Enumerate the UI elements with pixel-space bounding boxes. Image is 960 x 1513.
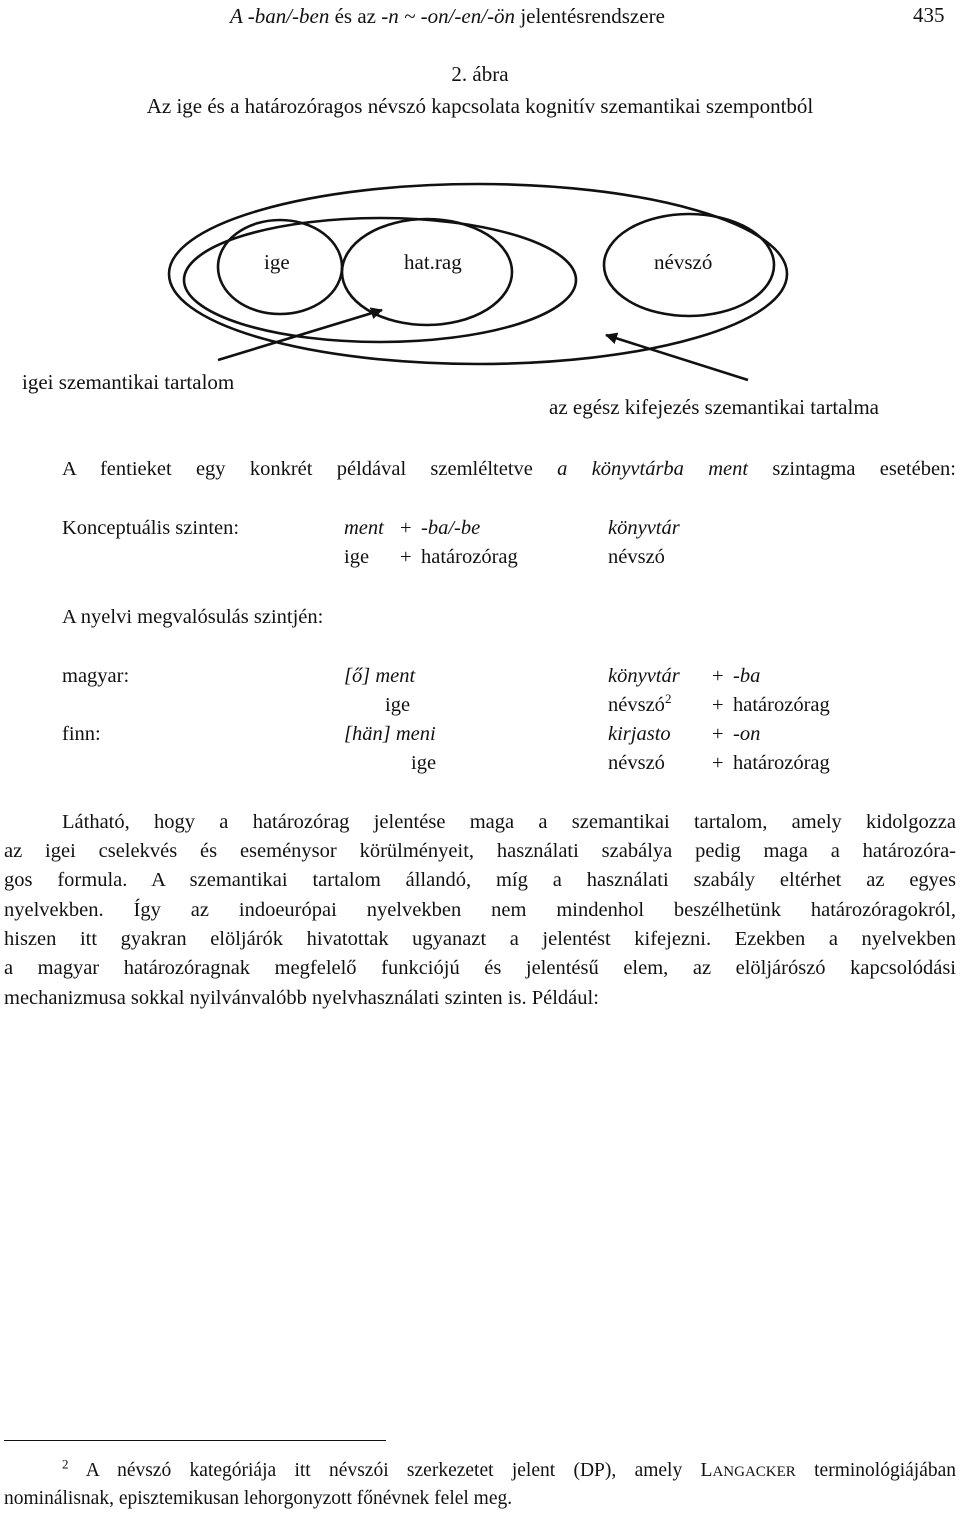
finnish-verb-form: [hän] meni xyxy=(344,723,436,745)
hungarian-plus-1: + xyxy=(712,665,724,687)
paragraph-line: gos formula. A szemantikai tartalom állandó, míg a használati szabály eltérhet az egyes xyxy=(4,869,956,891)
finnish-verb-gloss: ige xyxy=(411,752,437,774)
conceptual-ment: ment xyxy=(344,517,384,539)
conceptual-case-gloss: határozórag xyxy=(421,546,518,568)
finnish-noun-form: kirjasto xyxy=(608,723,671,745)
intro-sentence: A fentieket egy konkrét példával szemléltetve a könyvtárba ment szintagma esetében: xyxy=(62,458,956,480)
conceptual-suffix: -ba/-be xyxy=(421,517,481,539)
conceptual-plus-1: + xyxy=(400,517,412,539)
paragraph-line: hiszen itt gyakran elöljárók hivatottak ugyanazt a jelentést kifejezni. Ezekben a nyelvekben xyxy=(4,928,956,950)
figure-number: 2. ábra xyxy=(451,62,509,86)
finnish-plus-1: + xyxy=(712,723,724,745)
paragraph-line: mechanizmusa sokkal nyilvánvalóbb nyelvhasználati szinten is. Például: xyxy=(4,987,599,1009)
footnote-line-2: nominálisnak, episztemikusan lehorgonyzott főnévnek felel meg. xyxy=(4,1488,513,1509)
footnote-reference: 2 xyxy=(664,691,672,707)
realization-heading: A nyelvi megvalósulás szintjén: xyxy=(62,606,324,628)
footnote-line-1: $^2$ A névszó kategóriája itt névszói szerkezetet jelent (DP), amely LANGACKER terminológiájában xyxy=(62,1456,957,1481)
conceptual-noun-gloss: névszó xyxy=(608,546,665,568)
running-header: A -ban/-ben és az -n ~ -on/-en/-ön jelentésrendszere xyxy=(230,4,665,28)
page-number: 435 xyxy=(913,3,945,27)
hungarian-case-gloss: határozórag xyxy=(733,694,830,716)
label-nevszo: névszó xyxy=(654,250,713,274)
finnish-suffix: -on xyxy=(733,723,761,745)
finnish-noun-gloss: névszó xyxy=(608,752,665,774)
conceptual-plus-2: + xyxy=(400,546,412,568)
finnish-label: finn: xyxy=(62,723,101,745)
conceptual-label: Konceptuális szinten: xyxy=(62,517,240,539)
finnish-plus-2: + xyxy=(712,752,724,774)
hungarian-suffix: -ba xyxy=(733,665,761,687)
paragraph-line: nyelvekben. Így az indoeurópai nyelvekben nem mindenhol beszélhetünk határozóragokról, xyxy=(4,899,956,921)
paragraph-line: Látható, hogy a határozórag jelentése maga a szemantikai tartalom, amely kidolgozza xyxy=(62,811,956,833)
hungarian-noun-gloss: névszó$^2$ xyxy=(608,691,672,716)
paragraph-line: a magyar határozóragnak megfelelő funkciójú és jelentésű elem, az elöljárószó kapcsolódási xyxy=(4,957,956,979)
figure-caption: Az ige és a határozóragos névszó kapcsolata kognitív szemantikai szempontból xyxy=(146,94,814,118)
right-annotation: az egész kifejezés szemantikai tartalma xyxy=(549,395,879,419)
hungarian-verb-form: [ő] ment xyxy=(344,665,416,687)
hungarian-label: magyar: xyxy=(62,665,130,687)
footnote-rule xyxy=(4,1440,386,1441)
finnish-case-gloss: határozórag xyxy=(733,752,830,774)
footnote-mark: 2 xyxy=(62,1456,69,1472)
middle-ellipse xyxy=(184,218,576,342)
conceptual-verb-gloss: ige xyxy=(344,546,370,568)
label-hatrag: hat.rag xyxy=(404,250,462,274)
hungarian-verb-gloss: ige xyxy=(385,694,411,716)
hungarian-noun-form: könyvtár xyxy=(608,665,680,687)
left-annotation: igei szemantikai tartalom xyxy=(22,370,235,394)
label-ige: ige xyxy=(264,250,290,274)
paragraph-line: az igei cselekvés és eseménysor körülményeit, használati szabálya pedig maga a határozóra- xyxy=(4,840,956,862)
conceptual-noun: könyvtár xyxy=(608,517,680,539)
left-arrow xyxy=(218,310,382,360)
hungarian-plus-2: + xyxy=(712,694,724,716)
